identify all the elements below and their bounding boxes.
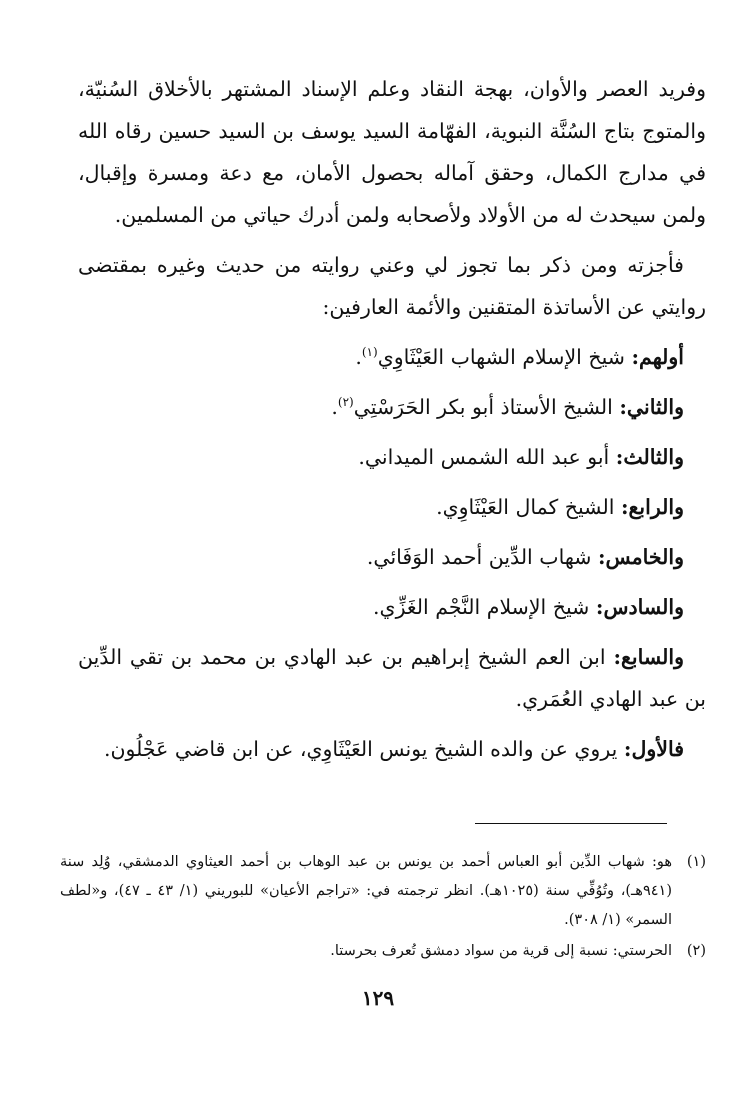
first-detail-label: فالأول:	[623, 737, 684, 761]
licence-paragraph: فأجزته ومن ذكر بما تجوز لي وعني روايته من حديث وغيره بمقتضى روايتي عن الأساتذة المتقنين والأئمة العارفين:	[78, 253, 706, 319]
teacher-2-end: .	[331, 395, 338, 419]
footnote-ref-1[interactable]: (١)	[361, 345, 378, 360]
teacher-3-name: أبو عبد الله الشمس الميداني.	[358, 445, 610, 469]
intro-paragraph: وفريد العصر والأوان، بهجة النقاد وعلم الإسناد المشتهر بالأخلاق السُنيّة، والمتوج بتاج السُنَّة النبوية، الفهّامة السيد يوسف بن السيد حسين رقاه الله في مدارج الكمال، وحقق آماله بحصول الأمان، مع دعة ومسرة وإقبال، ولمن سيحدث له من الأولاد ولأصحابه ولمن أدرك حياتي من المسلمين.	[78, 77, 706, 227]
teacher-7-name: ابن العم الشيخ إبراهيم بن عبد الهادي بن محمد بن تقي الدِّين بن عبد الهادي العُمَري.	[78, 645, 706, 711]
teacher-3	[78, 436, 684, 478]
teacher-5	[78, 536, 684, 578]
first-teacher-detail	[78, 728, 706, 770]
teacher-7-label: والسابع:	[613, 645, 684, 669]
teacher-2	[78, 386, 684, 428]
teacher-5-name: شهاب الدِّين أحمد الوَفَائي.	[366, 545, 592, 569]
teacher-6	[78, 586, 684, 628]
footnote-ref-2[interactable]: (٢)	[337, 395, 354, 410]
footnote-2-number: (٢)	[686, 943, 706, 959]
teacher-4	[78, 486, 684, 528]
footnote-2	[60, 937, 706, 966]
teacher-3-label: والثالث:	[615, 445, 684, 469]
teacher-6-label: والسادس:	[595, 595, 684, 619]
teacher-5-label: والخامس:	[597, 545, 684, 569]
footnote-1	[60, 848, 706, 935]
teacher-1-end: .	[355, 345, 362, 369]
page-number: ١٢٩	[361, 986, 395, 1010]
teacher-1	[78, 336, 684, 378]
footnote-1-text: هو: شهاب الدِّين أبو العباس أحمد بن يونس بن عبد الوهاب بن أحمد العيثاوي الدمشقي، وُلِد سنة (٩٤١هـ)، وتُوُفِّي سنة (١٠٢٥هـ). انظر ترجمته في: «تراجم الأعيان» للبوريني (١/ ٤٣ ـ ٤٧)، و«لطف السمر» (١/ ٣٠٨).	[60, 854, 672, 928]
teacher-2-name: الشيخ الأستاذ أبو بكر الحَرَسْتِي	[353, 395, 613, 419]
footnote-1-number: (١)	[686, 854, 706, 870]
main-text	[78, 68, 706, 778]
teacher-4-label: والرابع:	[620, 495, 684, 519]
teacher-1-label: أولهم:	[631, 345, 684, 369]
teacher-7	[78, 636, 706, 720]
teacher-1-name: شيخ الإسلام الشهاب العَيْثَاوِي	[377, 345, 625, 369]
footnotes	[60, 848, 706, 968]
first-detail-text: يروي عن والده الشيخ يونس العَيْثَاوِي، عن ابن قاضي عَجْلُون.	[103, 737, 618, 761]
teacher-4-name: الشيخ كمال العَيْثَاوِي.	[436, 495, 615, 519]
teacher-6-name: شيخ الإسلام النَّجْم الغَزِّي.	[373, 595, 590, 619]
footnote-divider	[475, 823, 667, 824]
footnote-2-text: الحرستي: نسبة إلى قرية من سواد دمشق تُعرف بحرستا.	[330, 943, 672, 959]
teacher-2-label: والثاني:	[619, 395, 684, 419]
